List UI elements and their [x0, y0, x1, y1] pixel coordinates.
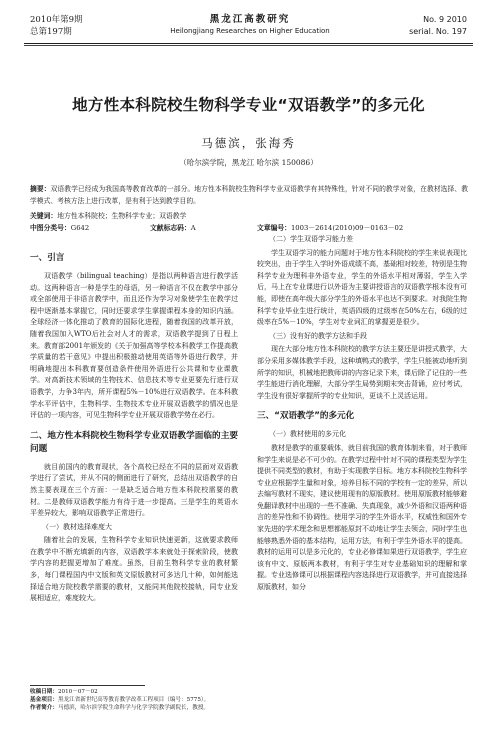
clc-label: 中图分类号：: [30, 224, 71, 232]
fund-label: 基金项目：: [30, 697, 58, 703]
subsection-heading-text: （一）教材使用的多元化: [269, 430, 346, 439]
subsection-heading: [257, 429, 467, 441]
affiliation: （哈尔滨学院，黑龙江 哈尔滨 150086）: [179, 158, 318, 167]
clc-code: [30, 222, 89, 232]
serial-number-cn: 总第197期: [30, 27, 72, 37]
paragraph: 双语教学（bilingual teaching）是指以两种语言进行教学活动。这两种语言一种是学生的母语，另一种语言不仅在教学中部分或全部使用于非语言教学中，而且还作为学习对象使学生在教学过程中逐渐基本掌握它，同时还要求学生掌握课程本身的知识内涵。全球经济一体化推动了教育的国际化进程，随着我国的改革开放，随着我国加入WTO后社会对人才的需求，双语教学提到了日程上来。教育部2001年颁发的《关于加强高等学校本科教学工作提高教学质量的若干意见》中提出积极推动使用英语等外语进行教学，并明确地提出本科教育要创造条件使用外语进行公共课和专业课教学。对高新技术领域的生物技术、信息技术等专业更要先行进行双语教学，力争3年内，所开课程5%－10%进行双语教学。在本科教学水平评估中，生物科学、生物技术专业开展双语教学的情况也是评估的一项内容，可见生物科学专业开展双语教学势在必行。: [30, 272, 238, 420]
journal-name: [150, 11, 350, 35]
article-number: [257, 222, 403, 232]
article-value: 1003－2614(2010)09－0163－02: [290, 224, 404, 232]
journal-name-en: Heilongjiang Researches on Higher Education: [170, 27, 330, 35]
issue-number-cn: 2010年第9期: [30, 15, 83, 25]
paragraph: 就目前国内的教育现状，各个高校已经在不同的层面对双语教学进行了尝试，并从不同的侧面进行了研究，总结出双语教学的自然主要表现在三个方面：一是缺乏适合地方性本科院校需要的教材。二是教师双语教学能力有待于进一步提高。三是学生的英语水平差异较大，影响双语教学正常进行。: [30, 462, 238, 518]
abstract: [30, 184, 468, 207]
author-value: 马德滨，哈尔滨学院生命科学与化学学院教学副院长，教授。: [57, 705, 210, 711]
doc-code: [150, 222, 196, 232]
paper-title: 地方性本科院校生物科学专业“双语教学”的多元化: [72, 96, 425, 114]
header-issue-en: [409, 14, 467, 38]
abstract-text: 双语教学已经成为我国高等教育改革的一部分。地方性本科院校生物科学专业双语教学有其特殊性，针对不同的教学对象，在教材选择、教学模式、考核方法上进行改革，是有利于达到教学目的。: [30, 185, 469, 205]
keywords-text: 地方性本科院校；生物科学专业；双语教学: [57, 212, 187, 220]
paragraph: 现在大部分地方性本科院校的教学方法主要还是讲授式教学，大部分采用多媒体教学手段，这种填鸭式的教学，学生只能被动地听到所学的知识，机械地把教师讲的内容记录下来，课后除了记住的一些学生能进行消化理解，大部分学生局势到期末突击背诵，应付考试，学生没有很好掌握所学的专业知识，更谈不上灵活运用。: [257, 345, 467, 400]
section-heading-diversification: 三、“双语教学”的多元化: [257, 411, 355, 422]
header-rule: [24, 43, 473, 44]
keywords-label: 关键词：: [30, 212, 58, 220]
paragraph: 学生双语学习的能力问题对于地方性本科院校的学生来说表现比较突出，由于学生入学时外语成绩不高，基础相对较差，特别是生物科学专业为理科非外语专业，学生的外语水平相对薄弱，学生入学后，马上在专业课进行以外语为主要讲授语言的双语教学根本没有可能，即使在高年级大部分学生的外语水平也达不到要求。对我院生物科学专业毕业生进行统计，英语四级的过级率在50%左右，6级的过级率在5%－10%，学生对专业词汇的掌握更是很少。: [257, 248, 467, 327]
paragraph: 教材是教学的重要载体，就目前我国的教育体制来看，对于教师和学生来说是必不可少的。在教学过程中针对不同的课程类型为学生提供不同类型的教材，有助于实现教学目标。地方本科院校生物科学专业应根据学生量和对象，培养目标不同的学校有一定的差异，所以去编写教材不现实，建议使用现有的原版教材。使用原版教材能够避免翻译教材中出现的一些不准确、失真现象，减少外语和汉语两种语言的差异性和不协调性。使用学习的学生外语水平，权威性和国外专家先进的学术理念和思想都能原封不动地让学生去领会，同时学生也能够熟悉外语的基本结构，运用方法，有利于学生外语水平的提高。教材的运用可以是多元化的，专业必修课如果进行双语教学，学生应该有中文、原版两本教材，有利于学生对专业基础知识的理解和掌握。专业选修课可以根据课程内容选择进行双语教学，并可直接选择原版教材，如分: [257, 443, 467, 592]
header-rule-thin: [24, 45, 473, 46]
subsection-heading: [257, 331, 467, 343]
keywords: [30, 210, 468, 220]
doc-label: 文献标志码：: [150, 224, 191, 232]
author-label: 作者简介：: [30, 705, 58, 711]
received-label: 收稿日期：: [30, 689, 58, 695]
section-heading-problems: 二、地方性本科院校生物科学专业双语教学面临的主要问题: [30, 430, 238, 454]
footnote-rule: [30, 685, 145, 686]
subsection-heading: [257, 234, 467, 246]
serial-number-en: serial. No. 197: [409, 27, 467, 36]
running-header: [0, 0, 497, 48]
left-column: [30, 244, 238, 605]
article-label: 文章编号：: [257, 224, 291, 232]
footnote: [30, 688, 245, 712]
doc-value: A: [190, 224, 196, 232]
subsection-heading-text: （三）没有好的教学方法和手段: [269, 331, 367, 340]
issue-number-en: No. 9 2010: [423, 15, 467, 24]
authors: 马德滨，张海秀: [201, 136, 296, 150]
paragraph: 随着社会的发展，生物科学专业知识快速更新，这就要求教师在教学中不断充填新的内容，双语教学本来就处于探索阶段，使教学内容的把握更增加了难度。虽然，目前生物科学专业的教材繁多，每门课程国内中文版和英文原版教材可多达几十种，如何能选择适合地方院校教学需要的教材，又能同其他院校接轨，同专业发展相适应，难度较大。: [30, 536, 238, 603]
received-date: [30, 688, 245, 696]
received-value: 2010－07－02: [57, 689, 98, 695]
subsection-heading-text: （一）教材选择难度大: [42, 522, 112, 531]
section-heading-intro: 一、引言: [30, 253, 65, 263]
fund-value: 黑龙江省新世纪高等教育教学改革工程项目（编号：5775）。: [57, 697, 210, 703]
journal-name-cn: 黑龙江高教研究: [209, 14, 291, 25]
fund-info: [30, 696, 245, 704]
subsection-heading: [30, 522, 238, 534]
author-bio: [30, 704, 245, 712]
right-column: [257, 232, 467, 594]
clc-value: G642: [70, 224, 90, 232]
header-issue-cn: [30, 14, 83, 38]
subsection-heading-text: （二）学生双语学习能力差: [269, 235, 353, 243]
abstract-label: 摘要：: [30, 185, 51, 193]
